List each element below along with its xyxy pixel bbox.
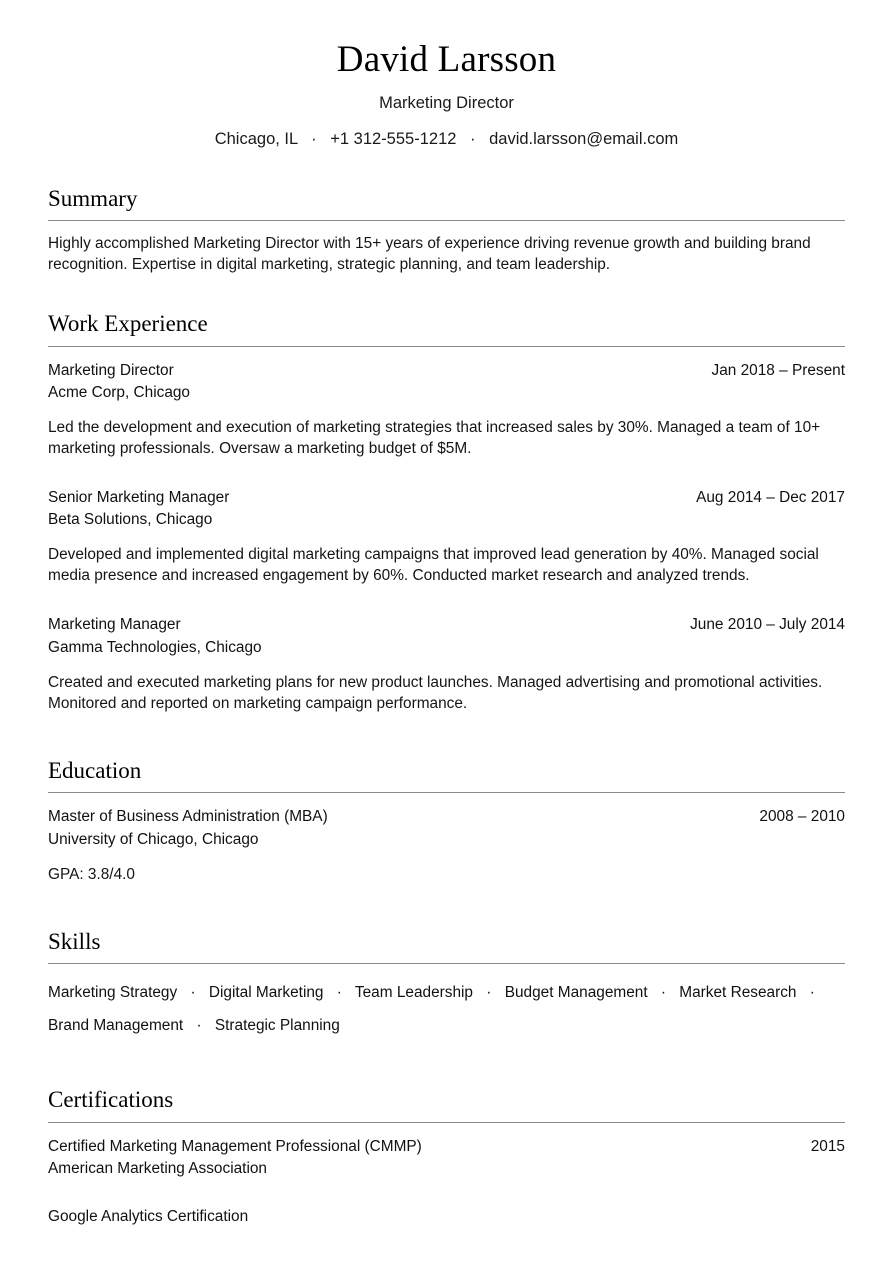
resume-header — [48, 0, 845, 151]
certification-entry-header — [48, 1136, 845, 1157]
certification-entry-year: 2015 — [810, 1137, 845, 1155]
contact-location: Chicago, IL — [214, 130, 298, 149]
section-title-skills: Skills — [48, 928, 101, 954]
work-entry — [48, 360, 845, 460]
summary-text: Highly accomplished Marketing Director with 15+ years of experience driving revenue growth and building brand recognition. Expertise in digital marketing, strategic planning, and team leadership. — [48, 235, 811, 274]
section-skills — [48, 928, 845, 1043]
skill-separator-icon: · — [486, 984, 492, 1002]
education-entries — [48, 793, 845, 885]
certification-entry-name: Certified Marketing Management Professional (CMMP) — [48, 1137, 422, 1155]
certification-entry-header — [48, 1206, 845, 1227]
work-entry-dates: June 2010 – July 2014 — [690, 616, 845, 634]
skill-item: Team Leadership — [354, 984, 473, 1002]
contact-email[interactable]: david.larsson@email.com — [489, 130, 679, 149]
work-entry-header — [48, 360, 845, 381]
work-entries — [48, 347, 845, 715]
skill-item: Strategic Planning — [214, 1017, 340, 1035]
section-education — [48, 757, 845, 886]
skill-separator-icon: · — [336, 984, 342, 1002]
education-entry-header — [48, 806, 845, 827]
work-entry — [48, 614, 845, 714]
work-entry-organization: Acme Corp, Chicago — [48, 383, 190, 401]
skill-item: Digital Marketing — [208, 984, 324, 1002]
skill-separator-icon: · — [660, 984, 667, 1002]
work-entry-header — [48, 487, 845, 508]
skill-separator-icon: · — [196, 1017, 202, 1035]
candidate-name: David Larsson — [336, 39, 557, 80]
education-entry-dates: 2008 – 2010 — [759, 808, 845, 826]
skill-separator-icon: · — [190, 984, 196, 1002]
section-work-experience — [48, 310, 845, 715]
skill-item: Market Research — [679, 984, 797, 1002]
contact-separator-icon: · — [470, 130, 476, 149]
skills-body — [48, 964, 845, 1043]
work-entry-description: Led the development and execution of marketing strategies that increased sales by 30%. Managed a team of 10+ marketing professionals. Oversaw a marketing budget of $5M. — [48, 419, 821, 458]
contact-separator-icon: · — [311, 130, 317, 149]
work-entry-description: Developed and implemented digital marketing campaigns that improved lead generation by 40%. Managed social media presence and increased engagement by 60%. Conducted market research and analyzed trends. — [48, 546, 819, 585]
work-entry-header — [48, 614, 845, 635]
section-title-work-experience: Work Experience — [48, 311, 208, 336]
education-entry-degree: Master of Business Administration (MBA) — [48, 808, 328, 826]
work-entry-role: Marketing Director — [48, 361, 174, 379]
certification-entry-name: Google Analytics Certification — [48, 1208, 249, 1226]
work-entry-dates: Jan 2018 – Present — [711, 361, 845, 379]
certification-entry-issuer: American Marketing Association — [48, 1159, 267, 1177]
section-title-certifications: Certifications — [48, 1086, 174, 1112]
education-entry-detail: GPA: 3.8/4.0 — [48, 865, 135, 883]
work-entry-role: Marketing Manager — [48, 616, 181, 634]
skill-item: Brand Management — [48, 1017, 184, 1035]
work-entry-organization: Beta Solutions, Chicago — [48, 511, 213, 529]
section-title-education: Education — [48, 757, 142, 783]
summary-body — [48, 221, 845, 276]
candidate-title: Marketing Director — [379, 93, 514, 112]
work-entry-description: Created and executed marketing plans for new product launches. Managed advertising and promotional activities. Monitored and reported on marketing campaign performance. — [48, 673, 823, 712]
education-entry-school: University of Chicago, Chicago — [48, 830, 259, 848]
education-entry — [48, 806, 845, 885]
skill-item: Budget Management — [504, 984, 648, 1002]
section-title-summary: Summary — [48, 185, 138, 211]
section-summary — [48, 185, 845, 276]
work-entry-organization: Gamma Technologies, Chicago — [48, 638, 262, 656]
work-entry-dates: Aug 2014 – Dec 2017 — [696, 488, 845, 506]
skills-list — [48, 977, 845, 1043]
certification-entry — [48, 1206, 845, 1227]
section-certifications — [48, 1086, 845, 1227]
contact-phone[interactable]: +1 312-555-1212 — [330, 130, 457, 149]
certification-entries — [48, 1123, 845, 1228]
skill-item: Marketing Strategy — [48, 984, 178, 1002]
work-entry — [48, 487, 845, 587]
contact-line — [48, 129, 845, 150]
work-entry-role: Senior Marketing Manager — [48, 488, 230, 506]
certification-entry — [48, 1136, 845, 1180]
skill-separator-icon: · — [809, 984, 815, 1002]
